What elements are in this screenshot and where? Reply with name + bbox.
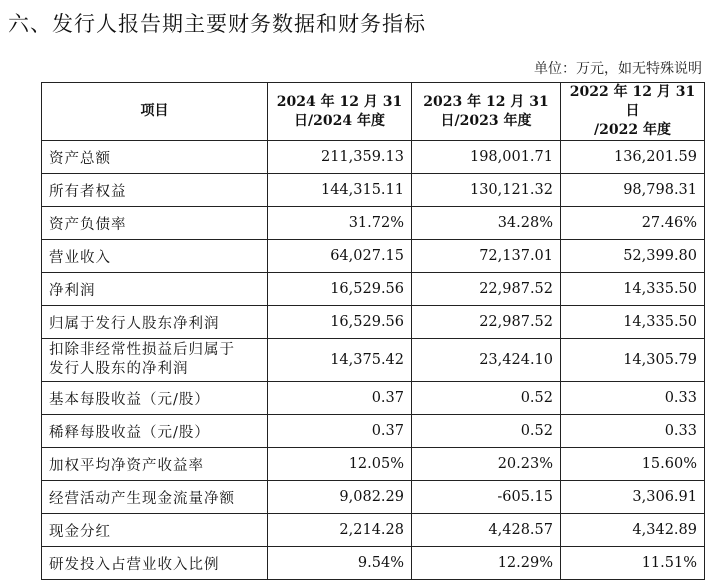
value-2024: 9,082.29 [268, 481, 412, 514]
row-label: 基本每股收益（元/股） [42, 382, 268, 415]
value-2023: 4,428.57 [412, 514, 561, 547]
row-label: 营业收入 [42, 240, 268, 273]
value-2022: 0.33 [561, 415, 705, 448]
value-2024: 0.37 [268, 415, 412, 448]
value-2024: 14,375.42 [268, 339, 412, 382]
table-row [42, 339, 705, 382]
header-item: 项目 [42, 83, 268, 141]
value-2023: 20.23% [412, 448, 561, 481]
value-2023: 130,121.32 [412, 174, 561, 207]
value-2024: 211,359.13 [268, 141, 412, 174]
table-row [42, 382, 705, 415]
value-2022: 52,399.80 [561, 240, 705, 273]
value-2022: 15.60% [561, 448, 705, 481]
value-2022: 3,306.91 [561, 481, 705, 514]
row-label: 扣除非经常性损益后归属于 发行人股东的净利润 [42, 339, 268, 382]
value-2022: 98,798.31 [561, 174, 705, 207]
table-row [42, 448, 705, 481]
value-2022: 11.51% [561, 547, 705, 580]
financial-table [41, 82, 705, 580]
value-2022: 4,342.89 [561, 514, 705, 547]
row-label: 加权平均净资产收益率 [42, 448, 268, 481]
row-label: 资产负债率 [42, 207, 268, 240]
value-2023: -605.15 [412, 481, 561, 514]
value-2023: 22,987.52 [412, 306, 561, 339]
unit-note: 单位：万元，如无特殊说明 [534, 61, 702, 77]
value-2024: 2,214.28 [268, 514, 412, 547]
value-2023: 12.29% [412, 547, 561, 580]
value-2023: 0.52 [412, 415, 561, 448]
row-label: 现金分红 [42, 514, 268, 547]
row-label: 归属于发行人股东净利润 [42, 306, 268, 339]
value-2023: 22,987.52 [412, 273, 561, 306]
value-2023: 34.28% [412, 207, 561, 240]
table-row [42, 514, 705, 547]
row-label: 稀释每股收益（元/股） [42, 415, 268, 448]
value-2023: 198,001.71 [412, 141, 561, 174]
value-2022: 27.46% [561, 207, 705, 240]
table-row [42, 273, 705, 306]
value-2022: 0.33 [561, 382, 705, 415]
table-row [42, 141, 705, 174]
value-2024: 31.72% [268, 207, 412, 240]
table-row [42, 174, 705, 207]
value-2023: 0.52 [412, 382, 561, 415]
table-row [42, 306, 705, 339]
row-label: 资产总额 [42, 141, 268, 174]
value-2024: 144,315.11 [268, 174, 412, 207]
table-row [42, 547, 705, 580]
value-2022: 14,305.79 [561, 339, 705, 382]
value-2023: 72,137.01 [412, 240, 561, 273]
row-label: 所有者权益 [42, 174, 268, 207]
value-2024: 16,529.56 [268, 306, 412, 339]
section-title: 六、发行人报告期主要财务数据和财务指标 [8, 12, 426, 36]
value-2024: 9.54% [268, 547, 412, 580]
table-header-row [42, 83, 705, 141]
value-2022: 136,201.59 [561, 141, 705, 174]
row-label: 净利润 [42, 273, 268, 306]
value-2023: 23,424.10 [412, 339, 561, 382]
value-2022: 14,335.50 [561, 273, 705, 306]
row-label: 研发投入占营业收入比例 [42, 547, 268, 580]
table-row [42, 481, 705, 514]
value-2022: 14,335.50 [561, 306, 705, 339]
table-row [42, 207, 705, 240]
table-row [42, 240, 705, 273]
row-label: 经营活动产生现金流量净额 [42, 481, 268, 514]
value-2024: 16,529.56 [268, 273, 412, 306]
table-row [42, 415, 705, 448]
header-2024: 2024 年 12 月 31 日/2024 年度 [268, 83, 412, 141]
value-2024: 64,027.15 [268, 240, 412, 273]
value-2024: 12.05% [268, 448, 412, 481]
header-2022: 2022 年 12 月 31 日 /2022 年度 [561, 83, 705, 141]
header-2023: 2023 年 12 月 31 日/2023 年度 [412, 83, 561, 141]
value-2024: 0.37 [268, 382, 412, 415]
